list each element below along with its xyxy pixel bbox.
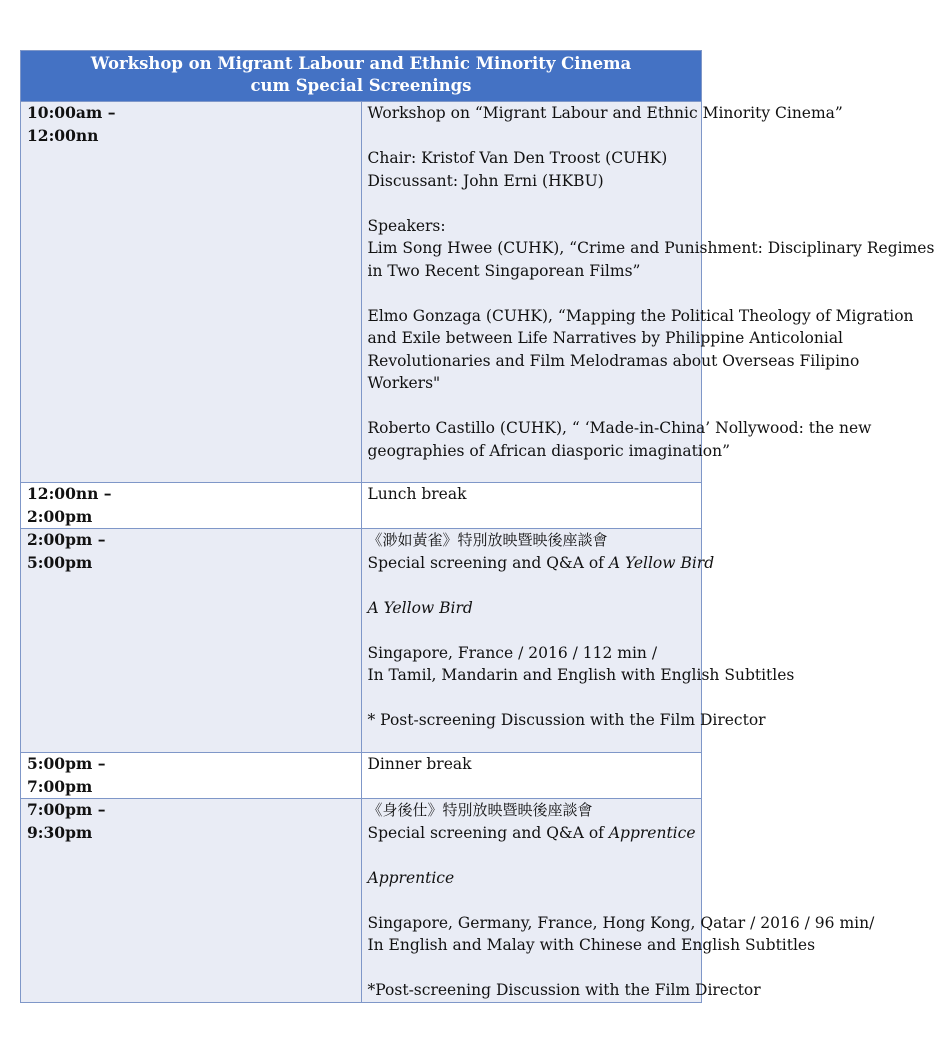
film-details-1: Singapore, Germany, France, Hong Kong, Qatar / 2016 / 96 min/ [367, 913, 875, 932]
time-start: 7:00pm – [27, 800, 106, 819]
content-cell [361, 529, 795, 753]
screening-film: Apprentice [608, 823, 696, 842]
schedule-table [20, 50, 934, 1003]
film-title: A Yellow Bird [367, 598, 473, 617]
chair: Chair: Kristof Van Den Troost (CUHK) [367, 149, 668, 167]
time-cell [21, 102, 362, 483]
film-title: Apprentice [367, 868, 455, 887]
content-cell [361, 799, 875, 1003]
time-start: 5:00pm – [27, 754, 106, 773]
time-end: 2:00pm [27, 506, 93, 526]
discussion-note: * Post-screening Discussion with the Film Director [367, 711, 766, 729]
screening-line [368, 822, 700, 845]
speakers-label: Speakers: [367, 216, 446, 235]
time-end: 5:00pm [27, 552, 93, 572]
screening-prefix: Special screening and Q&A of [367, 553, 609, 572]
film-details-1: Singapore, France / 2016 / 112 min / [367, 643, 658, 662]
screening-film: A Yellow Bird [608, 553, 715, 572]
content-cell [361, 102, 934, 483]
time-cell [21, 799, 362, 1003]
table-row-workshop [21, 102, 702, 483]
chinese-title: 《身後仕》特別放映暨映後座談會 [367, 801, 593, 819]
time-start: 10:00am – [27, 103, 116, 122]
break-label: Lunch break [367, 485, 467, 503]
discussant: Discussant: John Erni (HKBU) [367, 171, 604, 190]
title-line-1: Workshop on Migrant Labour and Ethnic Minority Cinema [90, 54, 632, 73]
time-cell [21, 483, 362, 529]
title-line-2: cum Special Screenings [250, 76, 472, 95]
film-details-2: In English and Malay with Chinese and English Subtitles [367, 936, 816, 954]
workshop-title: Workshop on “Migrant Labour and Ethnic Minority Cinema” [367, 104, 843, 122]
speaker-2-line-2: and Exile between Life Narratives by Philippine Anticolonial [367, 329, 844, 347]
time-cell [21, 529, 362, 753]
time-end: 7:00pm [27, 776, 93, 796]
speaker-1-line-2: in Two Recent Singaporean Films” [367, 261, 641, 280]
speaker-2-line-4: Workers" [367, 374, 441, 392]
speaker-2-line-1: Elmo Gonzaga (CUHK), “Mapping the Political Theology of Migration [367, 306, 914, 325]
time-cell [21, 753, 362, 799]
speaker-3-line-1: Roberto Castillo (CUHK), “ ‘Made-in-China’ Nollywood: the new [367, 419, 872, 437]
chinese-title: 《渺如黃雀》特別放映暨映後座談會 [367, 531, 608, 549]
time-end: 9:30pm [27, 822, 93, 842]
film-details-2: In Tamil, Mandarin and English with English Subtitles [367, 666, 795, 684]
time-start: 12:00nn – [27, 484, 112, 503]
table-title [21, 51, 702, 102]
screening-prefix: Special screening and Q&A of [367, 823, 609, 842]
table-row-screening-2 [21, 799, 702, 1003]
table-row-screening-1 [21, 529, 702, 753]
discussion-note: *Post-screening Discussion with the Film Director [367, 981, 761, 999]
time-start: 2:00pm – [27, 530, 106, 549]
table-row-dinner [21, 753, 702, 799]
break-label: Dinner break [367, 755, 472, 773]
speaker-3-line-2: geographies of African diasporic imagination” [367, 441, 730, 460]
table-row-lunch [21, 483, 702, 529]
time-end: 12:00nn [27, 125, 99, 145]
content-cell [361, 483, 702, 529]
content-cell [361, 753, 702, 799]
speaker-2-line-3: Revolutionaries and Film Melodramas about Overseas Filipino [367, 351, 860, 370]
speaker-1-line-1: Lim Song Hwee (CUHK), “Crime and Punishment: Disciplinary Regimes [367, 239, 934, 257]
screening-line [367, 552, 715, 575]
table-header-row [21, 51, 702, 102]
